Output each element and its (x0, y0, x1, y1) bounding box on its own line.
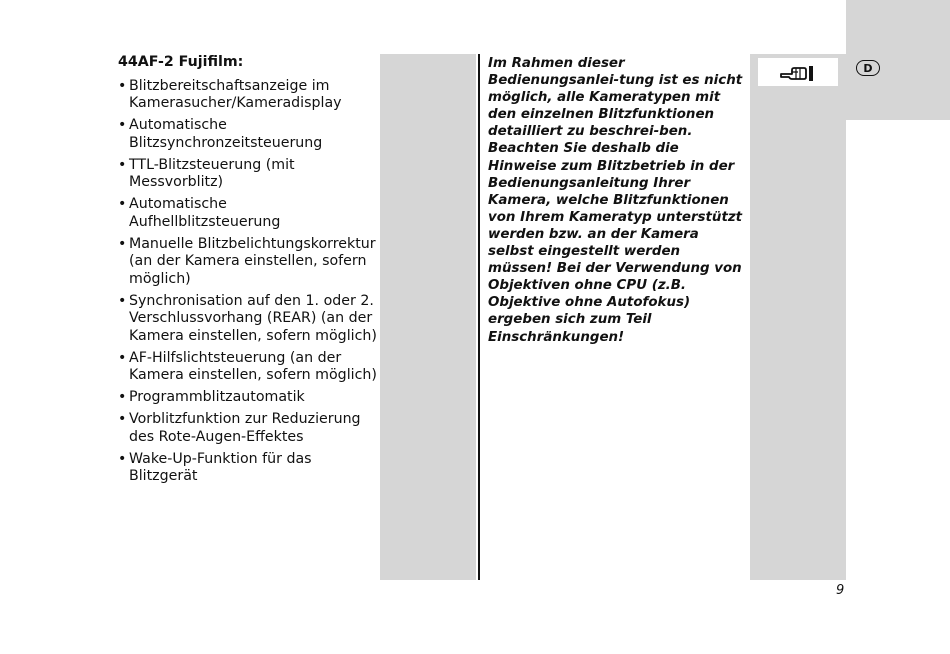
bullet: • (118, 450, 127, 467)
list-item (118, 350, 380, 385)
list-item-text: TTL-Blitzsteuerung (mit Messvorblitz) (129, 156, 295, 190)
list-item-text: Automatische Aufhellblitzsteuerung (129, 196, 281, 230)
list-item-text: Vorblitzfunktion zur Reduzierung des Rote-Augen-Effektes (129, 411, 361, 445)
feature-list-section (118, 54, 380, 490)
list-item-text: Wake-Up-Funktion für das Blitzgerät (129, 450, 312, 484)
list-item (118, 157, 380, 192)
page-number: 9 (836, 583, 845, 598)
list-item-text: Manuelle Blitzbelichtungskorrektur (an der Kamera einstellen, sofern möglich) (129, 235, 376, 287)
list-item (118, 293, 380, 346)
list-item (118, 389, 380, 407)
list-item (118, 78, 380, 113)
list-item (118, 236, 380, 289)
note-icon-box (758, 58, 838, 86)
list-item (118, 411, 380, 446)
list-item-text: Automatische Blitzsynchronzeitsteuerung (129, 117, 323, 151)
bullet: • (118, 235, 127, 252)
list-item (118, 196, 380, 231)
feature-heading: 44AF-2 Fujifilm: (118, 54, 244, 70)
list-item-text: Synchronisation auf den 1. oder 2. Verschlussvorhang (REAR) (an der Kamera einstellen, sofern möglich) (129, 292, 377, 344)
list-item (118, 117, 380, 152)
bullet: • (118, 117, 127, 133)
feature-list (118, 78, 380, 486)
list-item-text: AF-Hilfslichtsteuerung (an der Kamera einstellen, sofern möglich) (129, 349, 377, 383)
bullet: • (118, 411, 127, 427)
bullet: • (118, 292, 127, 309)
right-gray-margin (750, 54, 846, 580)
note-text: Im Rahmen dieser Bedienungsanlei-tung ist es nicht möglich, alle Kameratypen mit den einzelnen Blitzfunktionen detailliert zu beschrei-ben. Beachten Sie deshalb die Hinweise zum Blitzbetrieb in der Bedienungsanleitung Ihrer Kamera, welche Blitzfunktionen von Ihrem Kameratyp unterstützt werden bzw. an der Kamera selbst eingestellt werden müssen! Bei der Verwendung von Objektiven ohne CPU (z.B. Objektive ohne Autofokus) ergeben sich zum Teil Einschränkungen! (488, 56, 743, 345)
list-item-text: Blitzbereitschaftsanzeige im Kamerasucher/Kameradisplay (129, 77, 342, 111)
bullet: • (118, 196, 127, 212)
language-badge: D (856, 60, 880, 76)
list-item-text: Programmblitzautomatik (129, 389, 305, 405)
left-gray-margin (380, 54, 476, 580)
column-divider (478, 54, 480, 580)
bullet: • (118, 156, 127, 173)
pointing-hand-icon (778, 62, 818, 82)
list-item (118, 451, 380, 486)
bullet: • (118, 77, 127, 94)
bullet: • (118, 389, 127, 405)
bullet: • (118, 349, 127, 366)
